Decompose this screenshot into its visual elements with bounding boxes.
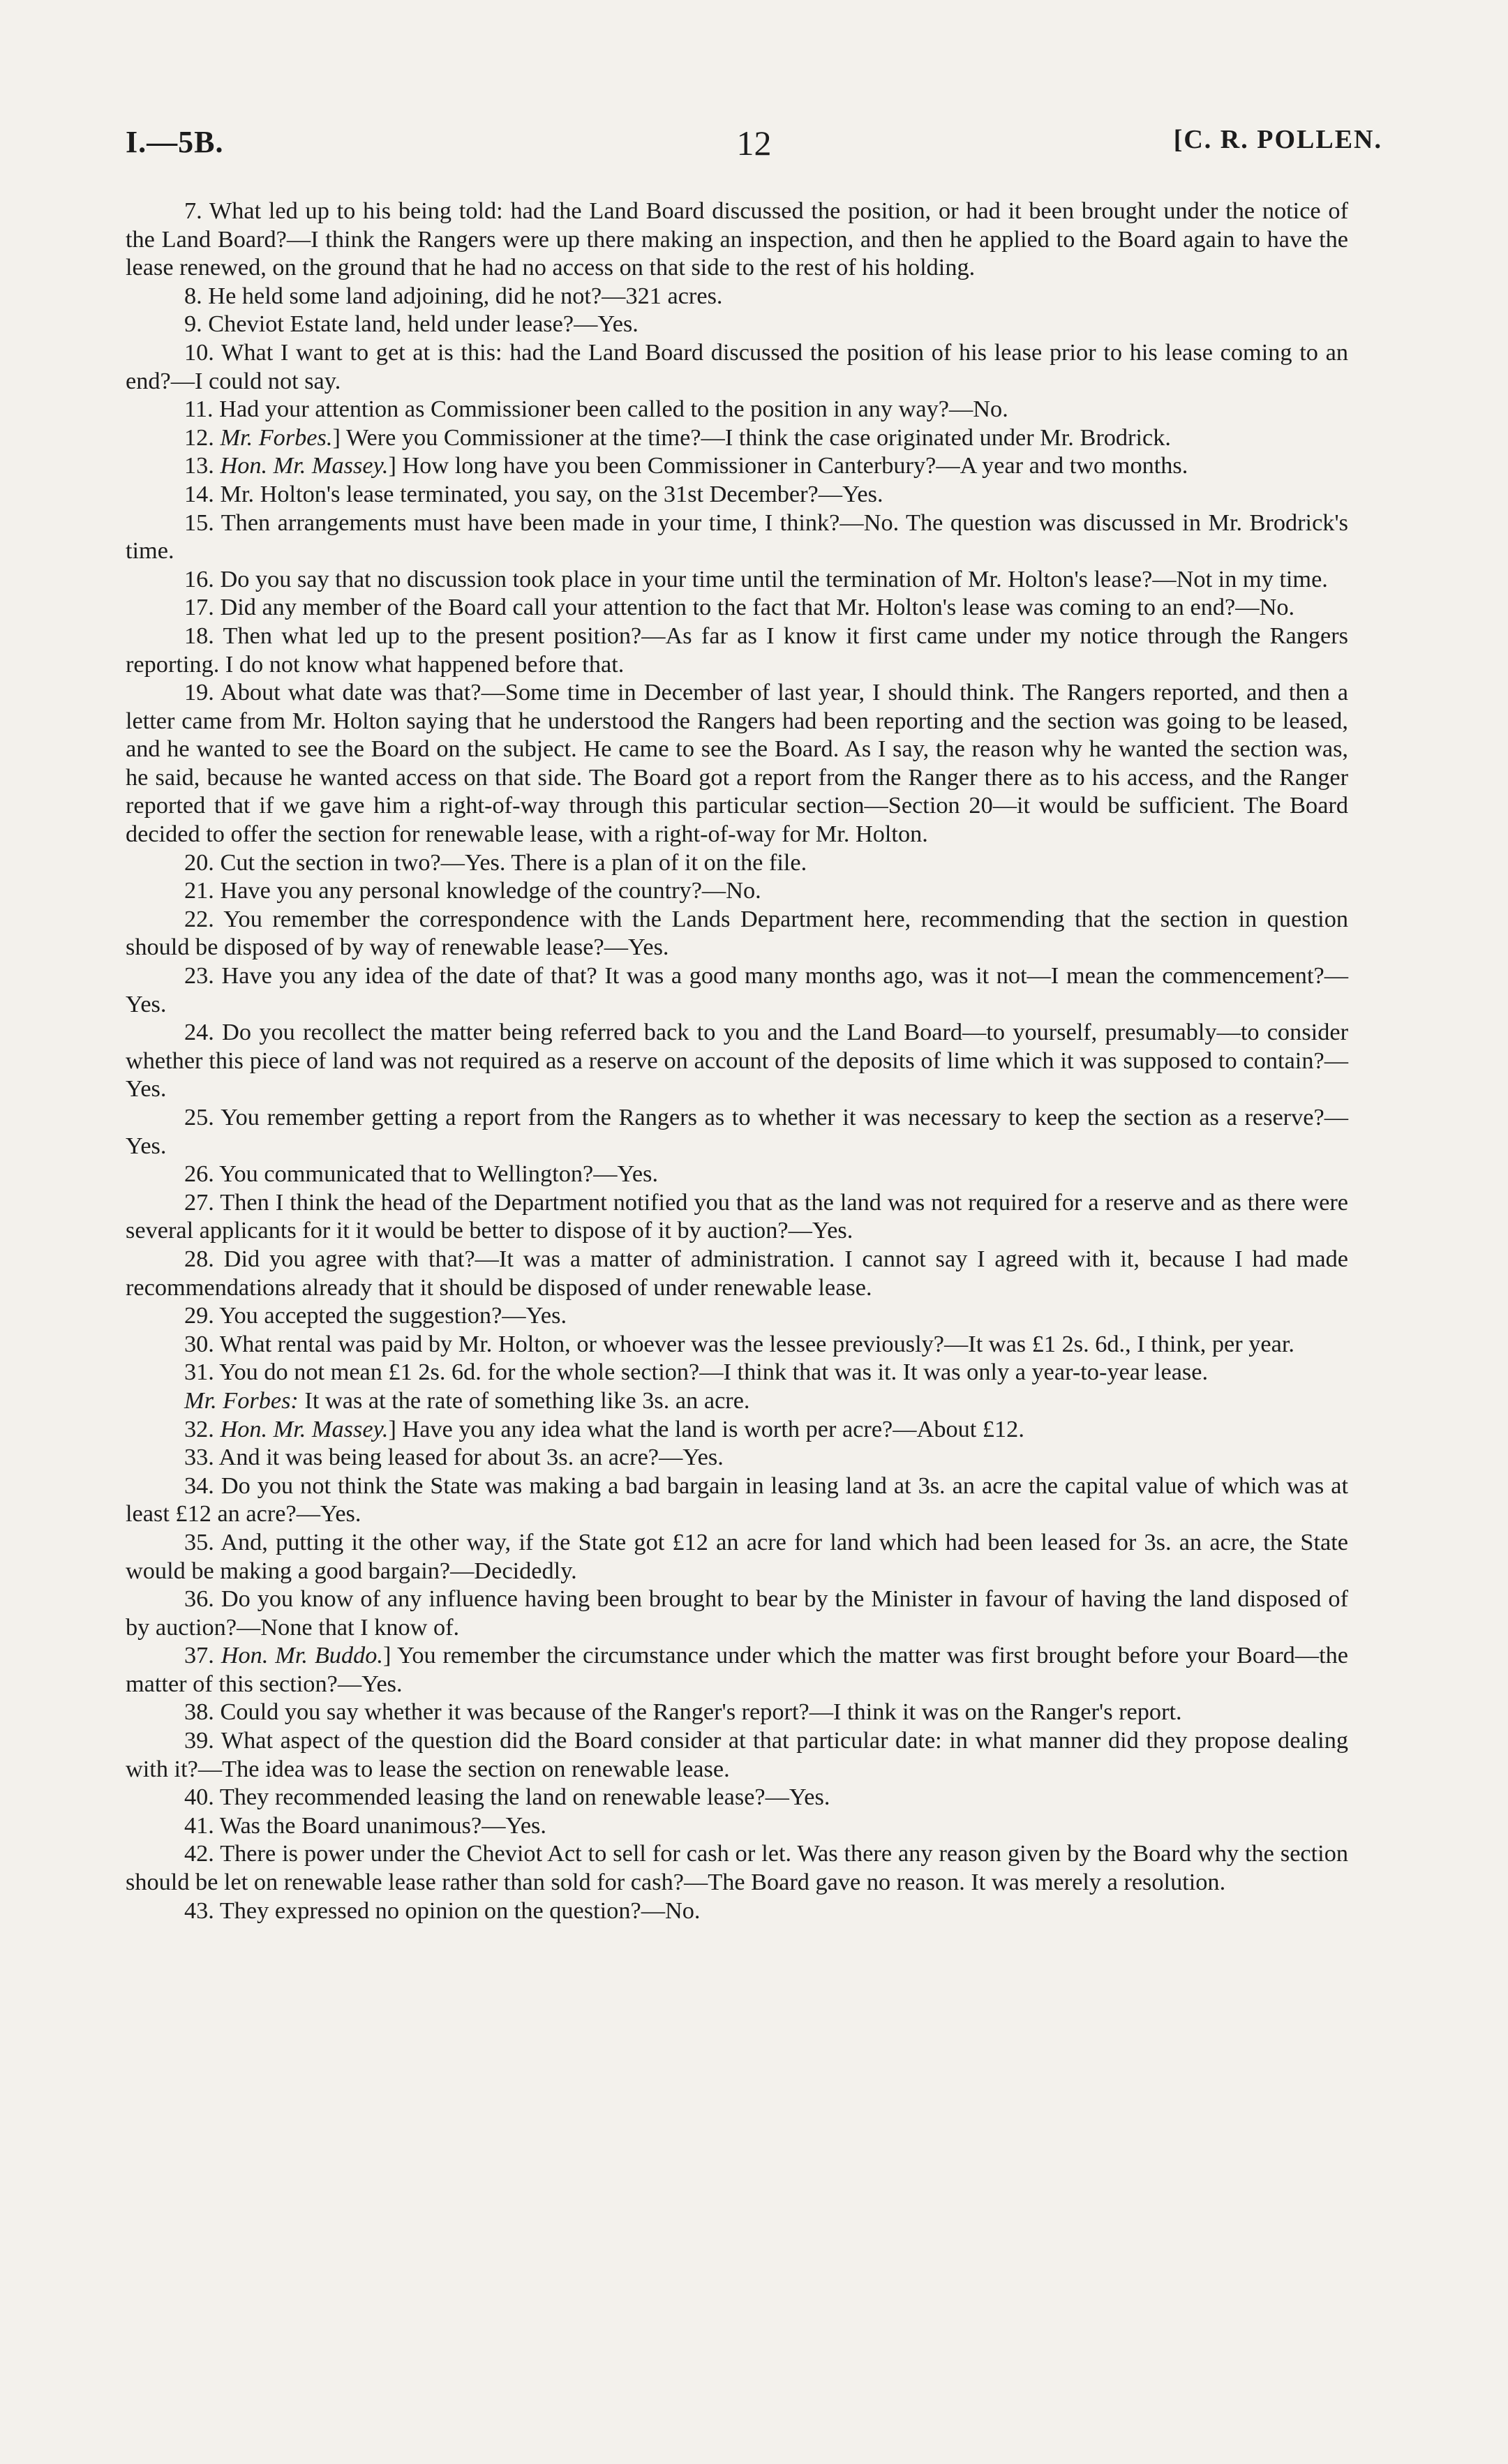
testimony-paragraph [126,1812,1348,1840]
paragraph-text: 31. You do not mean £1 2s. 6d. for the whole section?—I think that was it. It was only a year-to-year lease. [184,1359,1209,1386]
testimony-paragraph [126,1698,1348,1726]
paragraph-text: 42. There is power under the Cheviot Act to sell for cash or let. Was there any reason given by the Board why the section should be let on renewable lease rather than sold for cash?—The Board gave no reason. It was merely a resolution. [126,1840,1348,1896]
speaker-name: Hon. Mr. Massey. [220,452,389,479]
testimony-paragraph [126,310,1348,338]
testimony-paragraph [126,849,1348,877]
paragraph-text: 38. Could you say whether it was because of the Ranger's report?—I think it was on the Ranger's report. [184,1698,1182,1726]
paragraph-text: 39. What aspect of the question did the Board consider at that particular date: in what manner did they propose dealing with it?—The idea was to lease the section on renewable lease. [126,1727,1348,1782]
paragraph-text: 23. Have you any idea of the date of that? It was a good many months ago, was it not—I mean the commencement?—Yes. [126,962,1348,1017]
paragraph-text: ] Have you any idea what the land is worth per acre?—About £12. [388,1415,1024,1442]
testimony-paragraph [126,1641,1348,1698]
page-header [126,124,1382,166]
testimony-paragraph [126,1897,1348,1925]
testimony-paragraph [126,1330,1348,1359]
paragraph-text: 24. Do you recollect the matter being referred back to you and the Land Board—to yourself, presumably—to consider whether this piece of land was not required as a reserve on account of the deposits of lime which it was supposed to contain?—Yes. [126,1019,1348,1103]
testimony-paragraph [126,1443,1348,1472]
paragraph-text: 33. And it was being leased for about 3s. an acre?—Yes. [184,1444,724,1471]
paragraph-text: 41. Was the Board unanimous?—Yes. [184,1812,546,1839]
paragraph-text: 25. You remember getting a report from the Rangers as to whether it was necessary to keep the section as a reserve?—Yes. [126,1104,1348,1159]
testimony-paragraph [126,1726,1348,1783]
paragraph-text: 19. About what date was that?—Some time in December of last year, I should think. The Rangers reported, and then a letter came from Mr. Holton saying that he understood the Rangers had been reporting and the section was going to be leased, and he wanted to see the Board on the subject. He came to see the Board. As I say, the reason why he wanted the section was, he said, because he wanted access on that side. The Board got a report from the Ranger there as to his access, and the Ranger reported that if we gave him a right-of-way through this particular section—Section 20—it would be sufficient. The Board decided to offer the section for renewable lease, with a right-of-way for Mr. Holton. [126,679,1348,848]
testimony-paragraph [126,1301,1348,1330]
speaker-name: Mr. Forbes: [184,1387,299,1414]
paragraph-text: 7. What led up to his being told: had the Land Board discussed the position, or had it been brought under the notice of the Land Board?—I think the Rangers were up there making an inspection, and then he applied to the Board again to have the lease renewed, on the ground that he had no access on that side to the rest of his holding. [126,197,1348,281]
testimony-paragraph [126,395,1348,424]
testimony-paragraph [126,622,1348,678]
question-number: 37. [184,1642,214,1669]
testimony-paragraph [126,1839,1348,1896]
paragraph-text: 8. He held some land adjoining, did he not?—321 acres. [184,282,723,309]
testimony-paragraph [126,1415,1348,1444]
paragraph-text: 14. Mr. Holton's lease terminated, you say, on the 31st December?—Yes. [184,480,883,507]
paragraph-text: 34. Do you not think the State was making a bad bargain in leasing land at 3s. an acre the capital value of which was at least £12 an acre?—Yes. [126,1472,1348,1528]
testimony-paragraph [126,1783,1348,1812]
testimony-paragraph [126,509,1348,565]
paragraph-text: ] You remember the circumstance under which the matter was first brought before your Board—the matter of this section?—Yes. [126,1642,1348,1697]
testimony-paragraph [126,1018,1348,1103]
paragraph-text: 21. Have you any personal knowledge of the country?—No. [184,877,761,904]
testimony-paragraph [126,565,1348,594]
paragraph-text: 17. Did any member of the Board call your attention to the fact that Mr. Holton's lease was coming to an end?—No. [184,594,1295,621]
paragraph-text: 20. Cut the section in two?—Yes. There is a plan of it on the file. [184,849,807,876]
paragraph-text: 18. Then what led up to the present position?—As far as I know it first came under my notice through the Rangers reporting. I do not know what happened before that. [126,622,1348,678]
parliamentary-paper-ref: I.—5B. [126,125,224,159]
paragraph-text: It was at the rate of something like 3s. an acre. [298,1387,750,1414]
testimony-paragraph [126,1188,1348,1245]
paragraph-text: 40. They recommended leasing the land on renewable lease?—Yes. [184,1784,830,1811]
paragraph-text: 10. What I want to get at is this: had the Land Board discussed the position of his lease prior to his lease coming to an end?—I could not say. [126,338,1348,394]
paragraph-text: 26. You communicated that to Wellington?—Yes. [184,1160,659,1188]
paragraph-text: 29. You accepted the suggestion?—Yes. [184,1302,567,1329]
testimony-paragraph [126,1103,1348,1160]
paragraph-text: ] Were you Commissioner at the time?—I think the case originated under Mr. Brodrick. [332,424,1171,451]
testimony-paragraph [126,678,1348,849]
testimony-paragraph [126,1387,1348,1415]
question-number: 12. [184,424,214,451]
testimony-body [126,197,1348,1925]
speaker-name: Hon. Mr. Buddo. [221,1642,383,1669]
paragraph-text: 43. They expressed no opinion on the question?—No. [184,1897,701,1924]
testimony-paragraph [126,282,1348,311]
testimony-paragraph [126,1585,1348,1641]
testimony-paragraph [126,451,1348,480]
testimony-paragraph [126,905,1348,962]
testimony-paragraph [126,480,1348,509]
paragraph-text: ] How long have you been Commissioner in Canterbury?—A year and two months. [388,452,1188,479]
testimony-paragraph [126,424,1348,452]
testimony-paragraph [126,1245,1348,1301]
testimony-paragraph [126,1358,1348,1387]
testimony-paragraph [126,338,1348,395]
testimony-paragraph [126,593,1348,622]
paragraph-text: 11. Had your attention as Commissioner been called to the position in any way?—No. [184,396,1008,423]
paragraph-text: 15. Then arrangements must have been made in your time, I think?—No. The question was discussed in Mr. Brodrick's time. [126,509,1348,565]
question-number: 13. [184,452,214,479]
paragraph-text: 30. What rental was paid by Mr. Holton, or whoever was the lessee previously?—It was £1 2s. 6d., I think, per year. [184,1330,1294,1357]
paragraph-text: 9. Cheviot Estate land, held under lease?—Yes. [184,311,639,338]
speaker-name: Mr. Forbes. [220,424,333,451]
witness-name: [C. R. POLLEN. [1173,125,1382,154]
question-number: 32. [184,1415,214,1442]
testimony-paragraph [126,1160,1348,1188]
paragraph-text: 28. Did you agree with that?—It was a matter of administration. I cannot say I agreed with it, because I had made recommendations already that it should be disposed of under renewable lease. [126,1245,1348,1301]
paragraph-text: 16. Do you say that no discussion took place in your time until the termination of Mr. Holton's lease?—Not in my time. [184,565,1328,592]
testimony-paragraph [126,876,1348,905]
testimony-paragraph [126,197,1348,282]
page-number: 12 [736,124,772,163]
testimony-paragraph [126,1528,1348,1585]
speaker-name: Hon. Mr. Massey. [220,1415,389,1442]
testimony-paragraph [126,1472,1348,1528]
testimony-paragraph [126,962,1348,1018]
paragraph-text: 27. Then I think the head of the Department notified you that as the land was not required for a reserve and as there were several applicants for it it would be better to dispose of it by auction?—Yes. [126,1188,1348,1244]
paragraph-text: 22. You remember the correspondence with the Lands Department here, recommending that the section in question should be disposed of by way of renewable lease?—Yes. [126,905,1348,961]
paragraph-text: 35. And, putting it the other way, if the State got £12 an acre for land which had been leased for 3s. an acre, the State would be making a good bargain?—Decidedly. [126,1528,1348,1584]
paragraph-text: 36. Do you know of any influence having been brought to bear by the Minister in favour of having the land disposed of by auction?—None that I know of. [126,1585,1348,1641]
